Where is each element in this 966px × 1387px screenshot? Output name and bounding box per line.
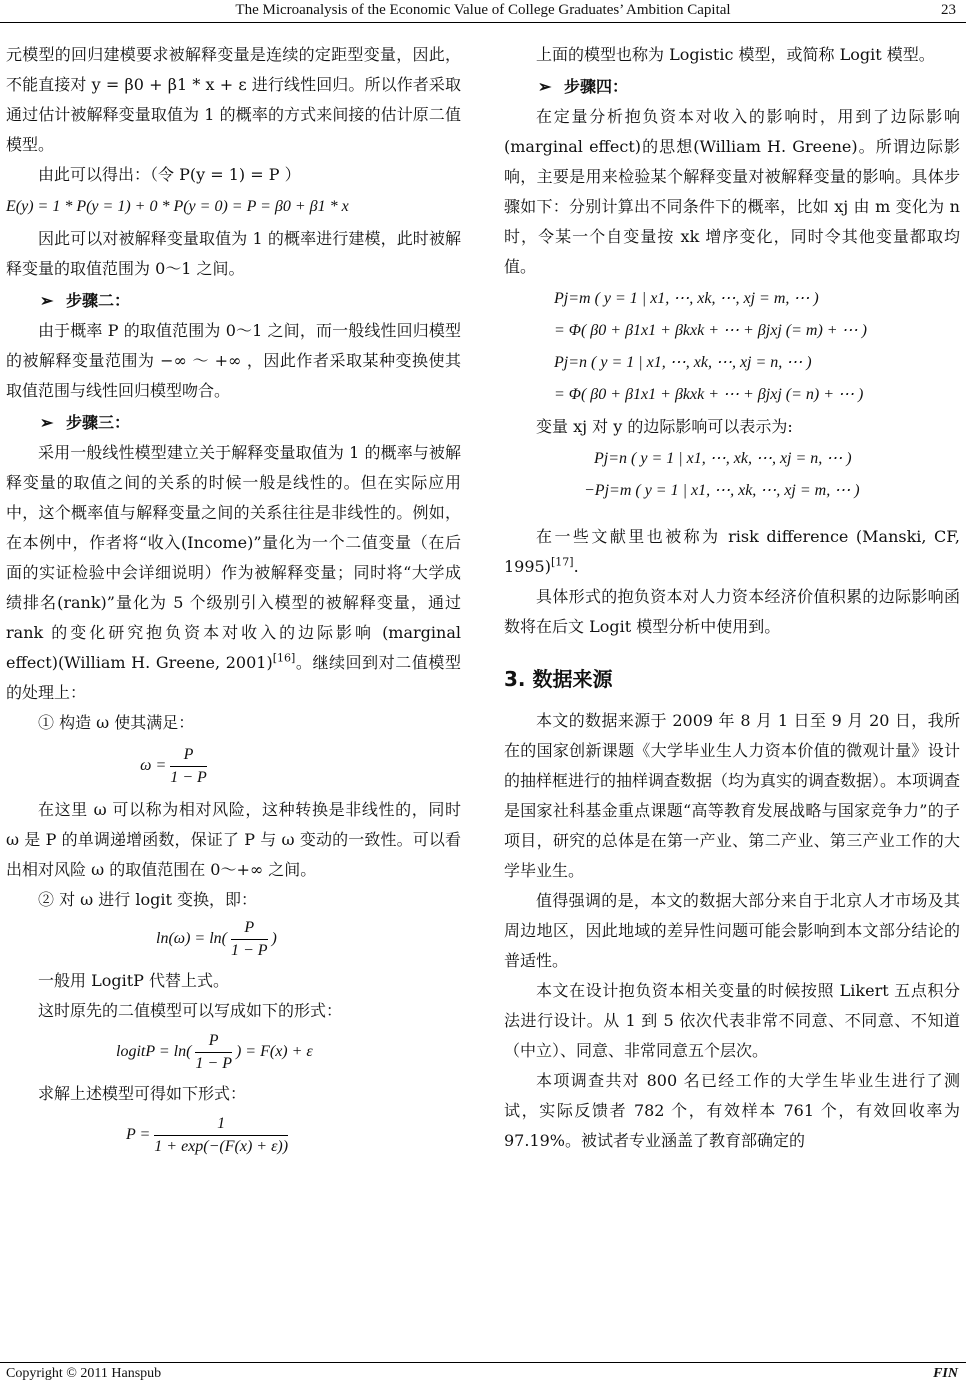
paragraph: 本项调查共对 800 名已经工作的大学生毕业生进行了测试，实际反馈者 782 个，有效样本 761 个，有效回收率为 97.19%。被试者专业涵盖了教育部确定的 [504,1071,960,1150]
equation-probability [126,1113,461,1158]
step-heading [40,286,461,316]
step-label: 步骤三： [66,413,131,432]
fraction [154,1113,288,1158]
numerator: P [170,744,207,767]
paragraph: 求解上述模型可得如下形式： [38,1084,247,1103]
paragraph: 本文在设计抱负资本相关变量的时候按照 Likert 五点积分法进行设计。从 1 到 5 依次代表非常不同意、不同意、不知道（中立）、同意、非常同意五个层次。 [504,981,960,1060]
running-title: The Microanalysis of the Economic Value of College Graduates’ Ambition Capital [235,2,731,18]
citation: [16] [272,651,296,665]
paragraph: 元模型的回归建模要求被解释变量是连续的定距型变量，因此，不能直接对 y = β0 + β1 * x + ε 进行线性回归。所以作者采取通过估计被解释变量取值为 1 的概率的方式来间接的估计原二值模型。 [6,45,461,154]
arrow-bullet-icon: ➢ [40,291,54,310]
section-heading: 3. 数据来源 [504,667,613,691]
journal-abbrev: FIN [933,1366,958,1381]
arrow-bullet-icon: ➢ [40,413,54,432]
paragraph: 一般用 LogitP 代替上式。 [38,971,229,990]
numerator: P [195,1030,232,1053]
equation-omega [0,744,461,789]
denominator: 1 − P [230,942,268,959]
equation-phi-n: = Φ( β0 + β1x1 + βkxk + ⋯ + βjxj (= n) + ⋯ ) [554,386,864,403]
equation-marginal-n: Pj=n ( y = 1 | x1, ⋯, xk, ⋯, xj = n, ⋯ ) [594,450,852,467]
paragraph: 上面的模型也称为 Logistic 模型，或简称 Logit 模型。 [536,45,935,64]
list-item: ② 对 ω 进行 logit 变换，即： [38,890,258,909]
fraction [231,917,268,962]
equation-phi-m: = Φ( β0 + β1x1 + βkxk + ⋯ + βjxj (= m) + ⋯ ) [554,322,867,339]
paragraph: 由此可以得出：（令 P(y = 1) = P ） [38,165,301,184]
paragraph-text: . [573,557,579,576]
paragraph-text: 采用一般线性模型建立关于解释变量取值为 1 的概率与被解释变量的取值之间的关系的时候一般是线性的。但在实际应用中，这个概率值与解释变量之间的关系往往是非线性的。例如，在本例中，作者将“收入(Income)”量化为一个二值变量（在后面的实证检验中会详细说明）作为被解释变量；同时将“大学成绩排名(rank)”量化为 5 个级别引入模型的被解释变量，通过 rank 的变化研究抱负资本对收入的边际影响 (marginal effect)(William H. Greene, 2001) [6,443,461,672]
denominator: 1 − P [170,769,207,786]
equation-marginal-m: −Pj=m ( y = 1 | x1, ⋯, xk, ⋯, xj = m, ⋯ ) [584,482,860,499]
step-label: 步骤二： [66,291,131,310]
equation-ln [156,917,461,962]
paragraph-text: 在一些文献里也被称为 risk difference (Manski, CF, 1995) [504,527,960,576]
equation-pm: Pj=m ( y = 1 | x1, ⋯, xk, ⋯, xj = m, ⋯ ) [554,290,819,307]
eq-lhs: ln(ω) = ln( [156,930,227,948]
paragraph: 变量 xj 对 y 的边际影响可以表示为: [536,417,793,436]
arrow-bullet-icon: ➢ [538,77,552,96]
numerator: 1 [154,1113,288,1136]
paragraph [6,438,461,708]
paragraph: 这时原先的二值模型可以写成如下的形式： [38,1001,343,1020]
page-header [0,0,966,23]
paragraph: 因此可以对被解释变量取值为 1 的概率进行建模，此时被解释变量的取值范围为 0～1 之间。 [6,229,461,278]
step-heading [538,72,960,102]
numerator: P [231,917,268,940]
list-item: ① 构造 ω 使其满足： [38,713,195,732]
paragraph: 在这里 ω 可以称为相对风险，这种转换是非线性的，同时 ω 是 P 的单调递增函数，保证了 P 与 ω 变动的一致性。可以看出相对风险 ω 的取值范围在 0～+∞ 之间。 [6,800,461,879]
denominator: 1 − P [195,1055,232,1072]
paragraph: 在定量分析抱负资本对收入的影响时，用到了边际影响(marginal effect)的思想(William H. Greene)。所谓边际影响，主要是用来检验某个解释变量对被解释变量的影响。具体步骤如下：分别计算出不同条件下的概率，比如 xj 由 m 变化为 n 时，令某一个自变量按 xk 增序变化，同时令其他变量都取均值。 [504,107,960,276]
eq-lhs: P = [126,1126,151,1144]
eq-lhs: logitP = ln( [116,1043,192,1061]
eq-rhs: ) = F(x) + ε [235,1043,313,1061]
paragraph [504,522,960,582]
equation-pn: Pj=n ( y = 1 | x1, ⋯, xk, ⋯, xj = n, ⋯ ) [554,354,812,371]
equation-expectation: E(y) = 1 * P(y = 1) + 0 * P(y = 0) = P = β0 + β1 * x [6,198,349,215]
step-heading [40,408,461,438]
citation: [17] [550,555,574,569]
page-number: 23 [941,2,956,18]
copyright: Copyright © 2011 Hanspub [6,1366,162,1381]
fraction [170,744,207,789]
fraction [195,1030,232,1075]
page-footer [0,1362,966,1387]
left-column [6,40,461,1158]
eq-rhs: ) [271,930,277,948]
paragraph: 值得强调的是，本文的数据大部分来自于北京人才市场及其周边地区，因此地域的差异性问题可能会影响到本文部分结论的普适性。 [504,891,960,970]
eq-lhs: ω = [140,757,167,775]
paragraph: 本文的数据来源于 2009 年 8 月 1 日至 9 月 20 日，我所在的国家创新课题《大学毕业生人力资本价值的微观计量》设计的抽样框进行的抽样调查数据（均为真实的调查数据）。本项调查是国家社科基金重点课题“高等教育发展战略与国家竞争力”的子项目，研究的总体是在第一产业、第二产业、第三产业工作的大学毕业生。 [504,711,961,880]
right-column [504,40,960,1156]
paragraph-text: 。继续回到对二值模型的处理上： [6,653,461,702]
step-label: 步骤四： [564,77,629,96]
paragraph: 由于概率 P 的取值范围为 0～1 之间，而一般线性回归模型的被解释变量范围为 −∞ ～ +∞ ，因此作者采取某种变换使其取值范围与线性回归模型吻合。 [6,321,461,400]
paragraph: 具体形式的抱负资本对人力资本经济价值积累的边际影响函数将在后文 Logit 模型分析中使用到。 [504,587,960,636]
denominator: 1 + exp(−(F(x) + ε)) [154,1138,289,1155]
equation-logit [116,1030,461,1075]
